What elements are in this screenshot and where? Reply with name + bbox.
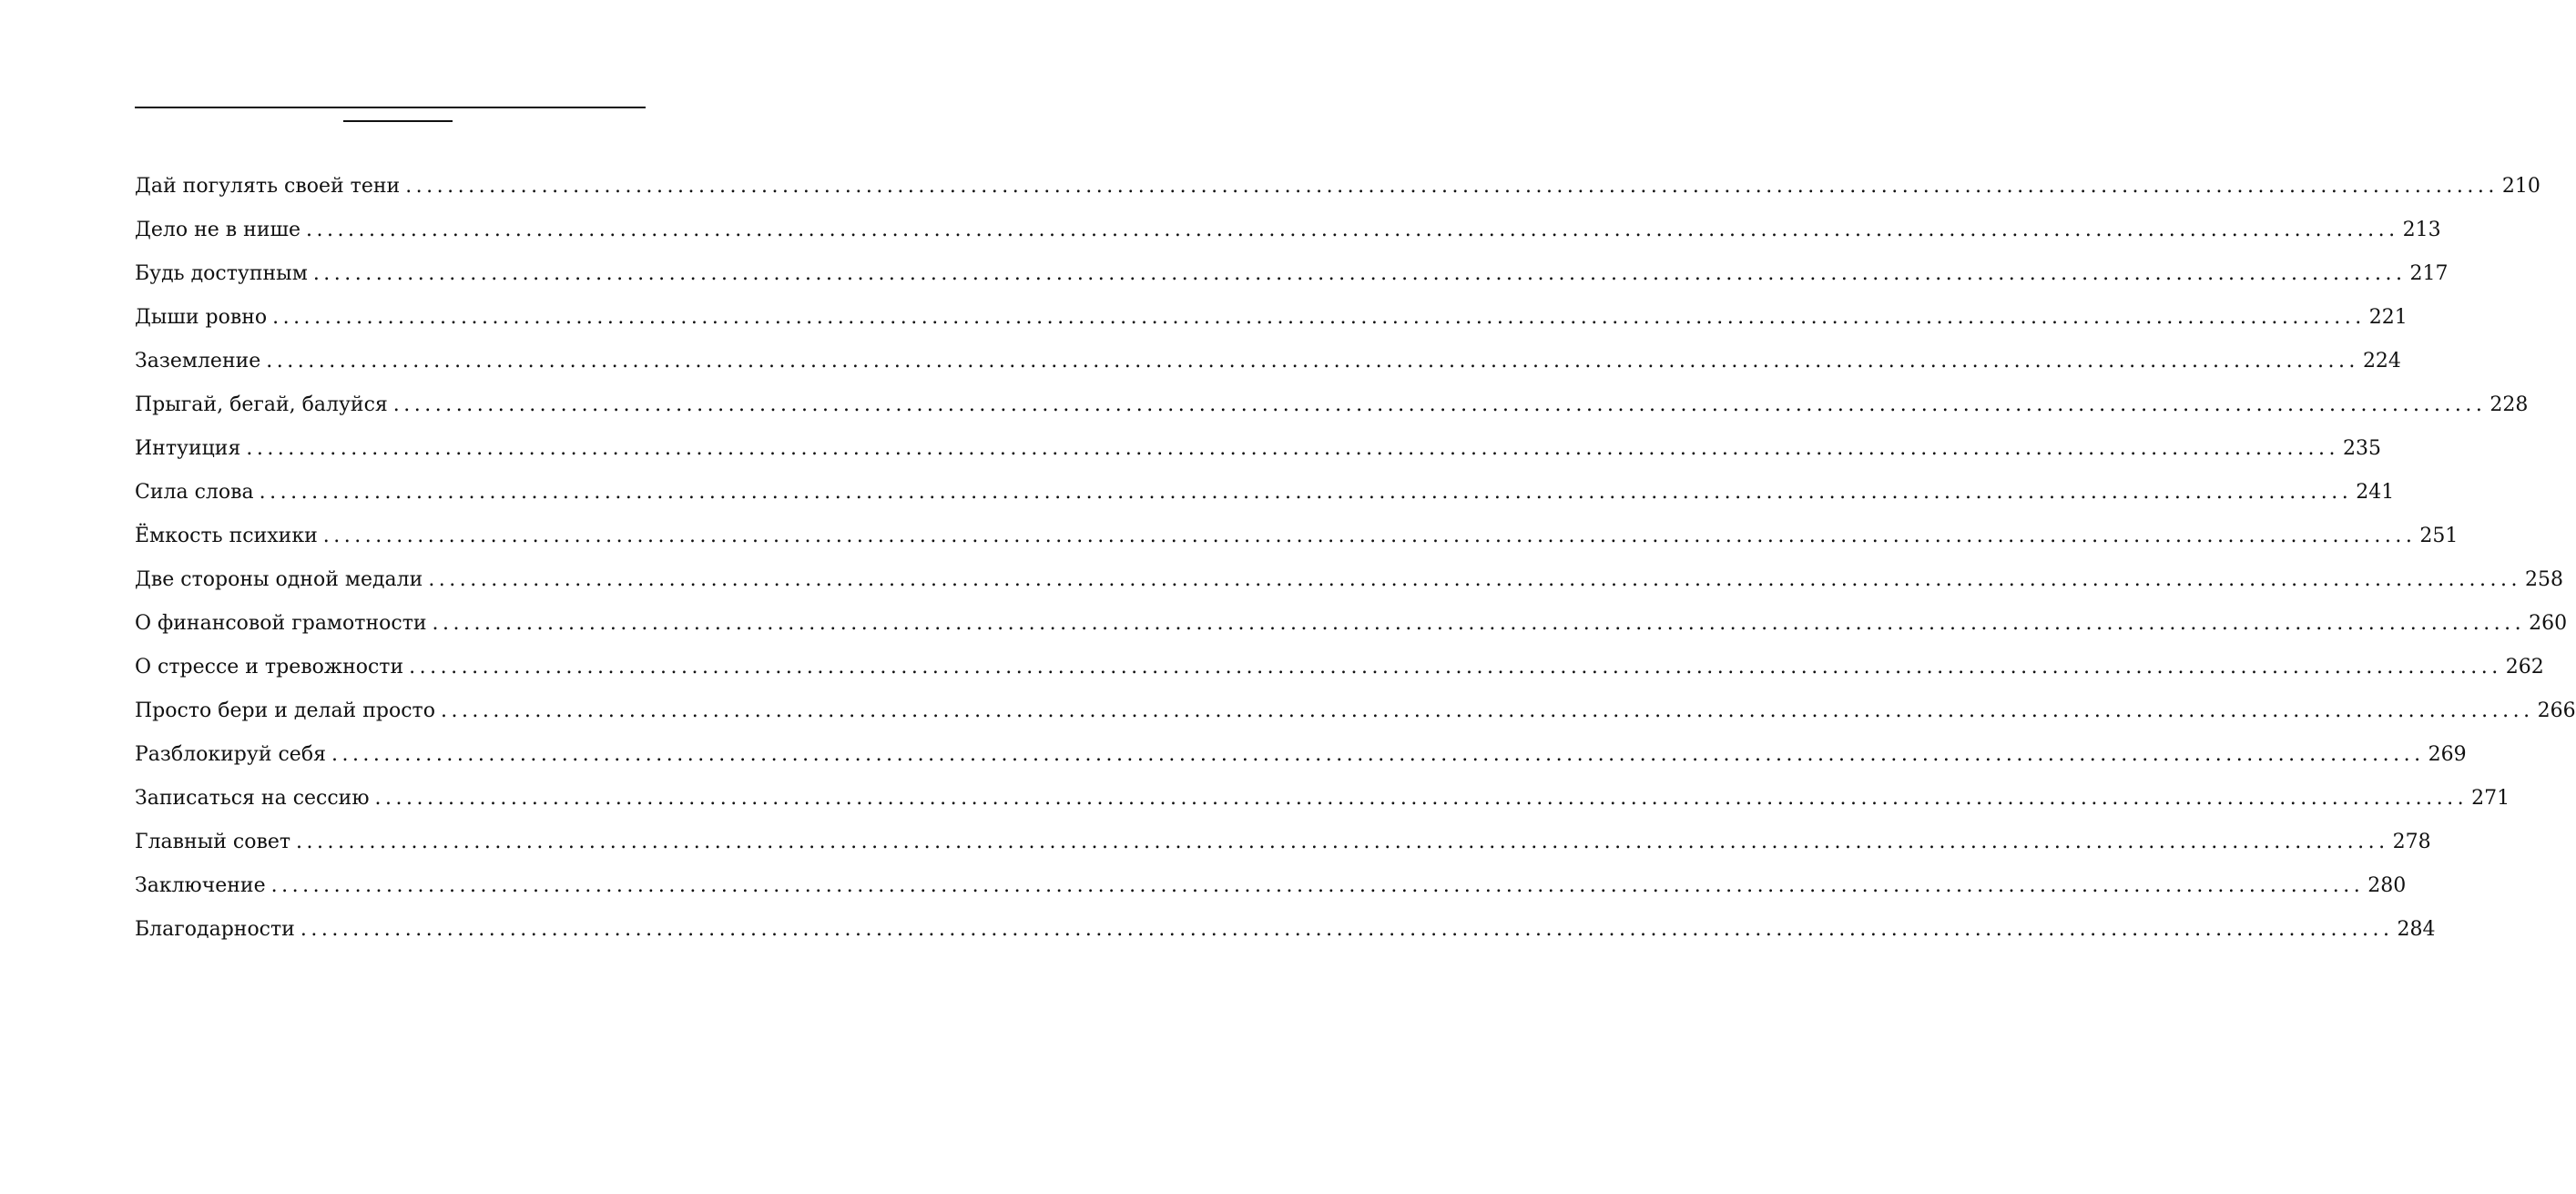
toc-entry-title: Сила слова <box>135 481 254 504</box>
toc-entry <box>135 695 2576 739</box>
toc-entry-page-number: 266 <box>2537 699 2576 722</box>
toc-entry-page-number: 280 <box>2367 874 2407 897</box>
toc-entry-page-number: 217 <box>2409 262 2449 285</box>
toc-entry-title: Разблокируй себя <box>135 743 326 766</box>
toc-dot-leader: ........................................................................................................................................................................................................ <box>331 743 2425 766</box>
toc-entry <box>135 870 2407 913</box>
toc-entry <box>135 433 2381 476</box>
toc-entry-page-number: 278 <box>2392 831 2431 853</box>
toc-entry-page-number: 224 <box>2362 350 2401 372</box>
toc-entry-title: Просто бери и делай просто <box>135 699 435 722</box>
toc-entry-page-number: 235 <box>2342 437 2381 460</box>
toc-entry <box>135 564 2563 607</box>
toc-entry-title: Дело не в нише <box>135 219 300 241</box>
header-rule-short <box>343 120 453 122</box>
toc-dot-leader: ........................................................................................................................................................................................................ <box>405 175 2499 198</box>
toc-dot-leader: ........................................................................................................................................................................................................ <box>272 306 2366 329</box>
toc-entry-title: Дыши ровно <box>135 306 268 329</box>
toc-entry-page-number: 213 <box>2402 219 2441 241</box>
toc-entry-page-number: 271 <box>2471 787 2510 810</box>
toc-entry <box>135 651 2544 695</box>
toc-entry <box>135 913 2436 957</box>
toc-entry-title: Заземление <box>135 350 261 372</box>
toc-entry-page-number: 210 <box>2501 175 2540 198</box>
toc-entry <box>135 170 2540 214</box>
toc-entry-title: Заключение <box>135 874 266 897</box>
toc-entry-title: О финансовой грамотности <box>135 612 427 635</box>
toc-entry-page-number: 262 <box>2505 656 2544 679</box>
toc-entry-title: Ёмкость психики <box>135 525 318 547</box>
toc-entry <box>135 607 2568 651</box>
toc-entry <box>135 520 2459 564</box>
toc-entry <box>135 345 2401 389</box>
toc-entry-title: Две стороны одной медали <box>135 568 423 591</box>
toc-entry <box>135 214 2441 258</box>
toc-dot-leader: ........................................................................................................................................................................................................ <box>270 874 2365 897</box>
toc-dot-leader: ........................................................................................................................................................................................................ <box>312 262 2407 285</box>
toc-entry <box>135 476 2395 520</box>
toc-dot-leader: ........................................................................................................................................................................................................ <box>440 699 2534 722</box>
toc-entry <box>135 258 2449 301</box>
toc-entry-page-number: 258 <box>2524 568 2563 591</box>
toc-entry-page-number: 284 <box>2397 918 2436 941</box>
toc-entry-page-number: 269 <box>2428 743 2467 766</box>
toc-dot-leader: ........................................................................................................................................................................................................ <box>259 481 2353 504</box>
toc-dot-leader: ........................................................................................................................................................................................................ <box>246 437 2339 460</box>
toc-entry <box>135 826 2431 870</box>
toc-entry <box>135 782 2510 826</box>
toc-dot-leader: ........................................................................................................................................................................................................ <box>300 918 2394 941</box>
toc-entry-title: Интуиция <box>135 437 241 460</box>
header-rule-long <box>135 107 646 108</box>
toc-entry-page-number: 221 <box>2368 306 2408 329</box>
toc-dot-leader: ........................................................................................................................................................................................................ <box>409 656 2502 679</box>
toc-entry-title: Будь доступным <box>135 262 308 285</box>
toc-entry-page-number: 251 <box>2419 525 2459 547</box>
toc-dot-leader: ........................................................................................................................................................................................................ <box>305 219 2399 241</box>
toc-dot-leader: ........................................................................................................................................................................................................ <box>392 393 2487 416</box>
toc-dot-leader: ........................................................................................................................................................................................................ <box>428 568 2521 591</box>
toc-entry-page-number: 241 <box>2356 481 2395 504</box>
toc-entry-title: О стрессе и тревожности <box>135 656 404 679</box>
toc-entry <box>135 739 2467 782</box>
toc-dot-leader: ........................................................................................................................................................................................................ <box>432 612 2526 635</box>
table-of-contents <box>135 170 2576 957</box>
toc-dot-leader: ........................................................................................................................................................................................................ <box>374 787 2469 810</box>
toc-entry-title: Главный совет <box>135 831 291 853</box>
toc-entry-title: Прыгай, бегай, балуйся <box>135 393 388 416</box>
toc-dot-leader: ........................................................................................................................................................................................................ <box>266 350 2359 372</box>
toc-dot-leader: ........................................................................................................................................................................................................ <box>296 831 2389 853</box>
toc-entry-page-number: 260 <box>2529 612 2568 635</box>
toc-entry-title: Записаться на сессию <box>135 787 370 810</box>
toc-entry-page-number: 228 <box>2489 393 2529 416</box>
toc-dot-leader: ........................................................................................................................................................................................................ <box>322 525 2417 547</box>
toc-entry-title: Благодарности <box>135 918 295 941</box>
toc-entry-title: Дай погулять своей тени <box>135 175 401 198</box>
toc-entry <box>135 389 2529 433</box>
toc-entry <box>135 301 2408 345</box>
